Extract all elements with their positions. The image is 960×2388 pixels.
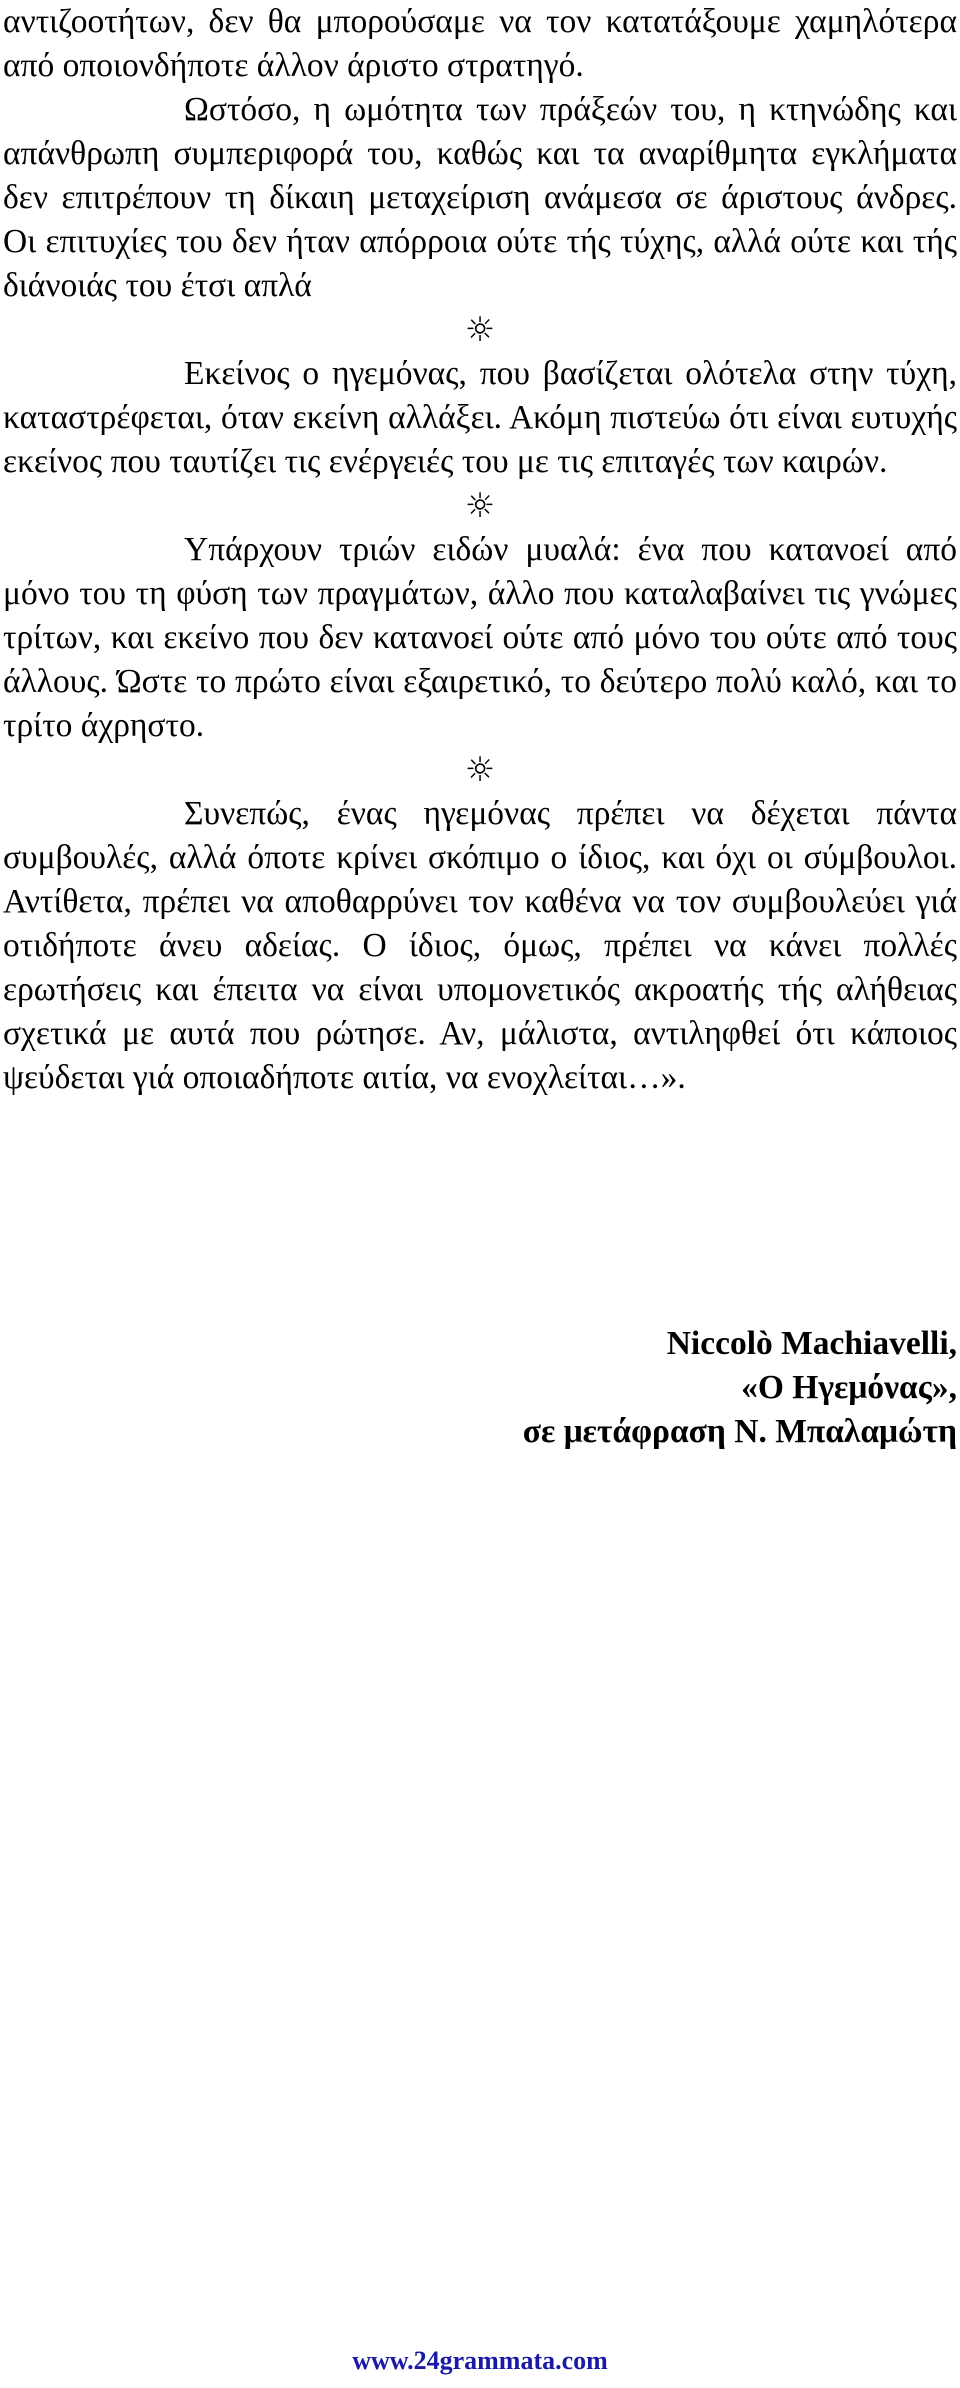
signature-author: Niccolò Machiavelli, [666,1325,957,1362]
document-body [3,0,957,1100]
paragraph-5: Συνεπώς, ένας ηγεμόνας πρέπει να δέχεται πάντα συμβουλές, αλλά όποτε κρίνει σκόπιμο ο ίδιος, και όχι οι σύμβουλοι. Αντίθετα, πρέπει να αποθαρρύνει τον καθένα να τον συμβουλεύει γιά οτιδήποτε άνευ αδείας. Ο ίδιος, όμως, πρέπει να κάνει πολλές ερωτήσεις και έπειτα να είναι υπομονετικός ακροατής τής αλήθειας σχετικά με αυτά που ρώτησε. Αν, μάλιστα, αντιληφθεί ότι κάποιος ψεύδεται γιά οποιαδήποτε αιτία, να ενοχλείται…». [3,795,957,1096]
signature-translation: σε μετάφραση Ν. Μπαλαμώτη [522,1413,957,1450]
signature-work: «Ο Ηγεμόνας», [741,1369,957,1406]
paragraph-1: αντιζοοτήτων, δεν θα μπορούσαμε να τον κατατάξουμε χαμηλότερα από οποιονδήποτε άλλον άριστο στρατηγό. [3,3,957,84]
paragraph-4: Υπάρχουν τριών ειδών μυαλά: ένα που κατανοεί από μόνο του τη φύση των πραγμάτων, άλλο που καταλαβαίνει τις γνώμες τρίτων, και εκείνο που δεν κατανοεί ούτε από μόνο του ούτε από τους άλλους. Ώστε το πρώτο είναι εξαιρετικό, το δεύτερο πολύ καλό, και το τρίτο άχρηστο. [3,531,957,744]
paragraph-2: Ωστόσο, η ωμότητα των πράξεών του, η κτηνώδης και απάνθρωπη συμπεριφορά του, καθώς και τα αναρίθμητα εγκλήματα δεν επιτρέπουν τη δίκαιη μεταχείριση ανάμεσα σε άριστους άνδρες. Οι επιτυχίες του δεν ήταν απόρροια ούτε τής τύχης, αλλά ούτε και τής διάνοιάς του έτσι απλά [3,91,957,304]
sun-separator-icon: ☼ [464,486,496,526]
paragraph-3: Εκείνος ο ηγεμόνας, που βασίζεται ολότελα στην τύχη, καταστρέφεται, όταν εκείνη αλλάξει. Ακόμη πιστεύω ότι είναι ευτυχής εκείνος που ταυτίζει τις ενέργειές του με τις επιταγές των καιρών. [3,355,957,480]
sun-separator-icon: ☼ [464,750,496,790]
signature-block [3,1322,957,1454]
footer-website-link[interactable]: www.24grammata.com [352,2346,608,2375]
sun-separator-icon: ☼ [464,310,496,350]
